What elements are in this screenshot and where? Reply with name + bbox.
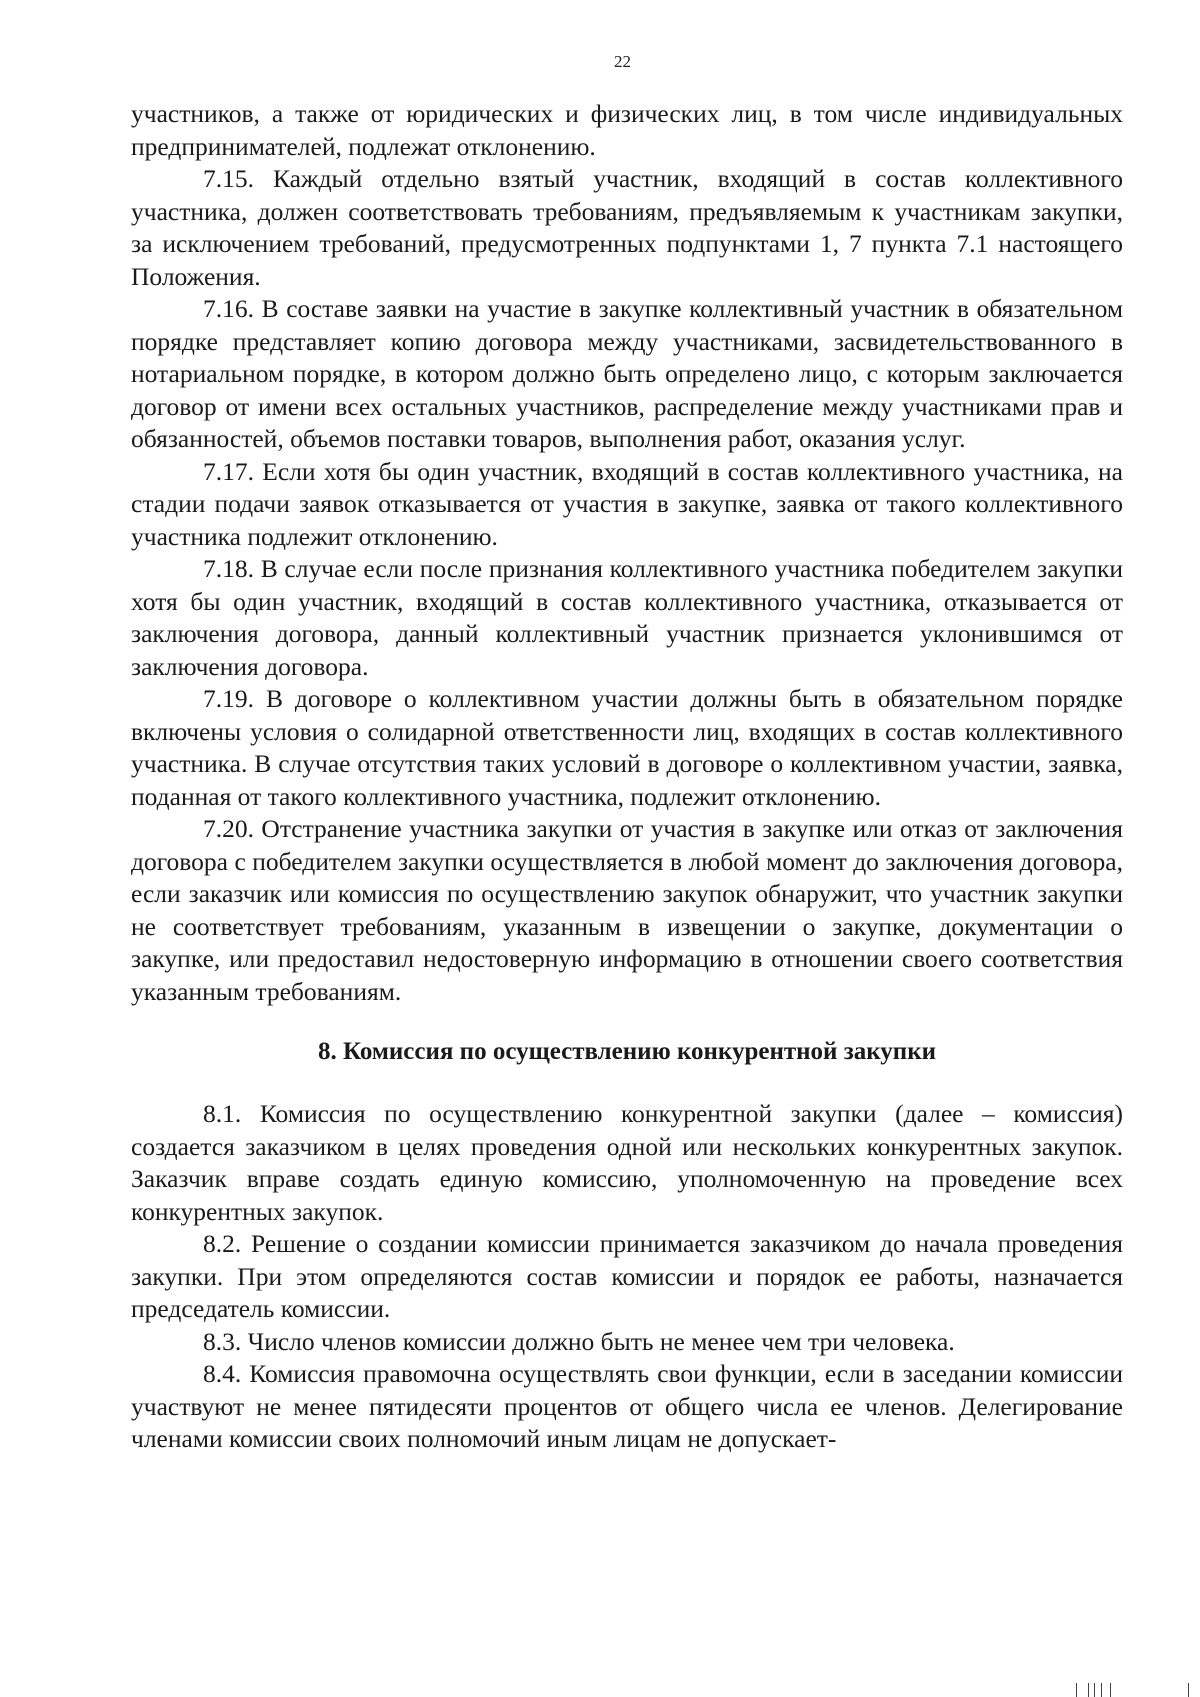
document-body (131, 98, 1123, 1456)
paragraph-7-15: 7.15. Каждый отдельно взятый участник, входящий в состав коллективного участника, должен соответствовать требованиям, предъявляемым к участникам закупки, за исключением требований, предусмотренных подпунктами 1, 7 пункта 7.1 настоящего Положения. (131, 164, 1123, 291)
scan-artifact-mark (1076, 1683, 1077, 1697)
paragraph-7-16: 7.16. В составе заявки на участие в закупке коллективный участник в обязательном порядке представляет копию договора между участниками, засвидетельствованного в нотариальном порядке, в котором должно быть определено лицо, с которым заключается договор от имени всех остальных участников, распределение между участниками прав и обязанностей, объемов поставки товаров, выполнения работ, оказания услуг. (131, 294, 1123, 453)
page-number: 22 (614, 52, 631, 71)
paragraph-7-19: 7.19. В договоре о коллективном участии должны быть в обязательном порядке включены условия о солидарной ответственности лиц, входящих в состав коллективного участника. В случае отсутствия таких условий в договоре о коллективном участии, заявка, поданная от такого коллективного участника, подлежит отклонению. (131, 684, 1123, 811)
paragraph-8-3: 8.3. Число членов комиссии должно быть не менее чем три человека. (203, 1326, 955, 1356)
paragraph-8-4: 8.4. Комиссия правомочна осуществлять свои функции, если в заседании комиссии участвуют не менее пятидесяти процентов от общего числа ее членов. Делегирование членами комиссии своих полномочий иным лицам не допускает- (131, 1359, 1123, 1453)
paragraph-8-1: 8.1. Комиссия по осуществлению конкурентной закупки (далее – комиссия) создается заказчиком в целях проведения одной или нескольких конкурентных закупок. Заказчик вправе создать единую комиссию, уполномоченную на проведение всех конкурентных закупок. (131, 1099, 1123, 1226)
scan-artifact-mark (1088, 1683, 1089, 1697)
section-heading: 8. Комиссия по осуществлению конкурентной закупки (317, 1038, 937, 1065)
scan-artifact-mark (1094, 1683, 1095, 1697)
paragraph-7-18: 7.18. В случае если после признания коллективного участника победителем закупки хотя бы один участник, входящий в состав коллективного участника, отказывается от заключения договора, данный коллективный участник признается уклонившимся от заключения договора. (131, 554, 1123, 681)
paragraph-continuation: участников, а также от юридических и физических лиц, в том числе индивидуальных предпринимателей, подлежат отклонению. (131, 99, 1123, 161)
scan-artifact-mark (1110, 1683, 1111, 1697)
scan-artifact-mark (1101, 1683, 1102, 1697)
paragraph-7-17: 7.17. Если хотя бы один участник, входящий в состав коллективного участника, на стадии подачи заявок отказывается от участия в закупке, заявка от такого коллективного участника подлежит отклонению. (131, 456, 1123, 551)
paragraph-7-20: 7.20. Отстранение участника закупки от участия в закупке или отказ от заключения договора с победителем закупки осуществляется в любой момент до заключения договора, если заказчик или комиссия по осуществлению закупок обнаружит, что участник закупки не соответствует требованиям, указанным в извещении о закупке, документации о закупке, или предоставил недостоверную информацию в отношении своего соответствия указанным требованиям. (131, 814, 1123, 1006)
scan-artifact-mark (1188, 1683, 1189, 1697)
paragraph-8-2: 8.2. Решение о создании комиссии принимается заказчиком до начала проведения закупки. При этом определяются состав комиссии и порядок ее работы, назначается председатель комиссии. (131, 1229, 1123, 1323)
